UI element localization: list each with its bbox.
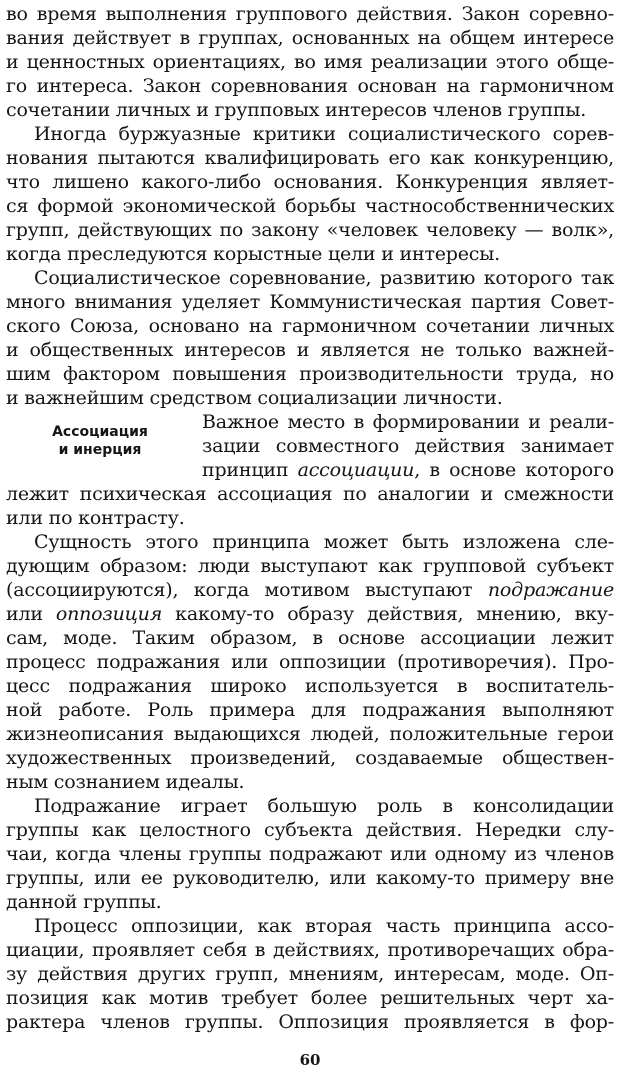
text-line: Иногда буржуазные критики социалистического сорев-: [34, 123, 614, 145]
margin-heading: [20, 423, 180, 459]
book-page: [6, 0, 614, 1080]
margin-heading-line: Ассоциация: [52, 424, 148, 440]
emphasis: ассоциации: [297, 459, 415, 481]
text-line: ского Союза, основано на гармоничном сочетании личных: [6, 315, 614, 337]
text-line: Социалистическое соревнование, развитию которого так: [34, 267, 614, 289]
text-line: жизнеописания выдающихся людей, положительные герои: [6, 723, 614, 745]
text-line: (ассоциируются), когда мотивом выступают подражание: [6, 579, 614, 601]
text-line: ной работе. Роль примера для подражания выполняют: [6, 699, 614, 721]
text-line: во время выполнения группового действия. Закон соревно-: [6, 3, 614, 25]
text-line: и общественных интересов и является не только важней-: [6, 339, 614, 361]
text-line: позиция как мотив требует более решительных черт ха-: [6, 987, 614, 1009]
text-line: зу действия других групп, мнениям, интересам, моде. Оп-: [6, 963, 614, 985]
text-line: Подражание играет большую роль в консолидации: [34, 795, 614, 817]
text-line: цесс подражания широко используется в воспитатель-: [6, 675, 614, 697]
text-line: шим фактором повышения производительности труда, но: [6, 363, 614, 385]
text-line: или оппозиция какому-то образу действия, мнению, вку-: [6, 603, 614, 625]
text-line: Сущность этого принципа может быть изложена сле-: [34, 531, 614, 553]
text-line: сочетании личных и групповых интересов членов группы.: [6, 99, 587, 121]
text-line: процесс подражания или оппозиции (противоречия). Про-: [6, 651, 614, 673]
text-line: чаи, когда члены группы подражают или одному из членов: [6, 843, 614, 865]
text-line: и важнейшим средством социализации личности.: [6, 387, 503, 409]
page-number: 60: [299, 1051, 321, 1069]
text-line: го интереса. Закон соревнования основан на гармоничном: [6, 75, 614, 97]
text-line: ся формой экономической борьбы частнособственнических: [6, 195, 614, 217]
text-line: сам, моде. Таким образом, в основе ассоциации лежит: [6, 627, 614, 649]
text-line: лежит психическая ассоциация по аналогии и смежности: [6, 483, 614, 505]
text-line: что лишено какого-либо основания. Конкуренция являет-: [6, 171, 614, 193]
text-line: Важное место в формировании и реали-: [202, 411, 614, 433]
text-line: и ценностных ориентациях, во имя реализации этого обще-: [6, 51, 614, 73]
text-line: ным сознанием идеалы.: [6, 771, 245, 793]
text-line: много внимания уделяет Коммунистическая партия Совет-: [6, 291, 614, 313]
emphasis: подражание: [487, 579, 614, 601]
text-line: рактера членов группы. Оппозиция проявляется в фор-: [6, 1011, 614, 1033]
emphasis: оппозиция: [55, 603, 163, 625]
text-line: группы как целостного субъекта действия. Нередки слу-: [6, 819, 614, 841]
text-line: циации, проявляет себя в действиях, противоречащих обра-: [6, 939, 614, 961]
text-line: когда преследуются корыстные цели и интересы.: [6, 243, 501, 265]
text-line: дующим образом: люди выступают как групповой субъект: [6, 555, 614, 577]
text-line: художественных произведений, создаваемые обществен-: [6, 747, 614, 769]
text-line: групп, действующих по закону «человек человеку — волк»,: [6, 219, 614, 241]
text-line: Процесс оппозиции, как вторая часть принципа ассо-: [34, 915, 614, 937]
text-line: или по контрасту.: [6, 507, 185, 529]
text-line: группы, или ее руководителю, или какому-то примеру вне: [6, 867, 614, 889]
text-line: данной группы.: [6, 891, 162, 913]
text-line: принцип ассоциации, в основе которого: [202, 459, 614, 481]
text-line: зации совместного действия занимает: [202, 435, 614, 457]
text-line: вания действует в группах, основанных на общем интересе: [6, 27, 614, 49]
margin-heading-line: и инерция: [58, 442, 142, 458]
text-line: нования пытаются квалифицировать его как конкуренцию,: [6, 147, 614, 169]
